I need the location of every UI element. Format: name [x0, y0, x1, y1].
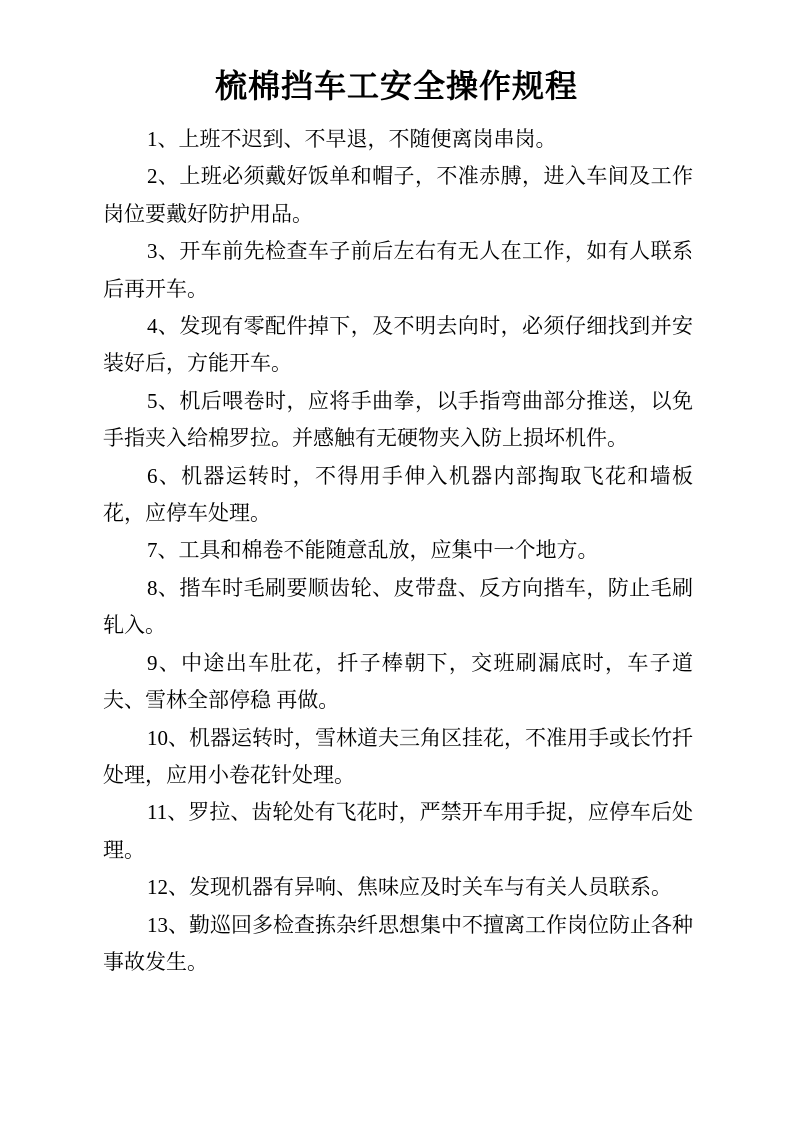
procedure-item-9: 9、中途出车肚花，扦子棒朝下，交班刷漏底时，车子道夫、雪林全部停稳 再做。 — [103, 650, 693, 713]
procedure-item-1: 1、上班不迟到、不早退，不随便离岗串岗。 — [147, 127, 557, 151]
procedure-item-5: 5、机后喂卷时，应将手曲拳，以手指弯曲部分推送，以免手指夹入给棉罗拉。并感触有无硬物夹入防上损坏机件。 — [103, 388, 693, 451]
procedure-item-12: 12、发现机器有异响、焦味应及时关车与有关人员联系。 — [147, 875, 672, 900]
procedure-item-2: 2、上班必须戴好饭单和帽子，不准赤膊，进入车间及工作岗位要戴好防护用品。 — [103, 164, 693, 226]
procedure-item-7: 7、工具和棉卷不能随意乱放，应集中一个地方。 — [147, 538, 599, 563]
procedure-item-13: 13、勤巡回多检查拣杂纤思想集中不擅离工作岗位防止各种事故发生。 — [103, 912, 693, 974]
procedure-item-8: 8、揩车时毛刷要顺齿轮、皮带盘、反方向揩车，防止毛刷轧入。 — [103, 575, 693, 638]
procedure-item-11: 11、罗拉、齿轮处有飞花时，严禁开车用手捉，应停车后处理。 — [103, 800, 693, 862]
document-body — [103, 121, 693, 981]
page-title: 梳棉挡车工安全操作规程 — [214, 68, 578, 104]
procedure-item-10: 10、机器运转时，雪林道夫三角区挂花，不准用手或长竹扦处理，应用小卷花针处理。 — [103, 725, 693, 787]
procedure-item-6: 6、机器运转时，不得用手伸入机器内部掏取飞花和墙板花，应停车处理。 — [103, 463, 693, 526]
procedure-item-4: 4、发现有零配件掉下，及不明去向时，必须仔细找到并安装好后，方能开车。 — [103, 314, 693, 376]
procedure-item-3: 3、开车前先检查车子前后左右有无人在工作，如有人联系后再开车。 — [103, 239, 693, 301]
